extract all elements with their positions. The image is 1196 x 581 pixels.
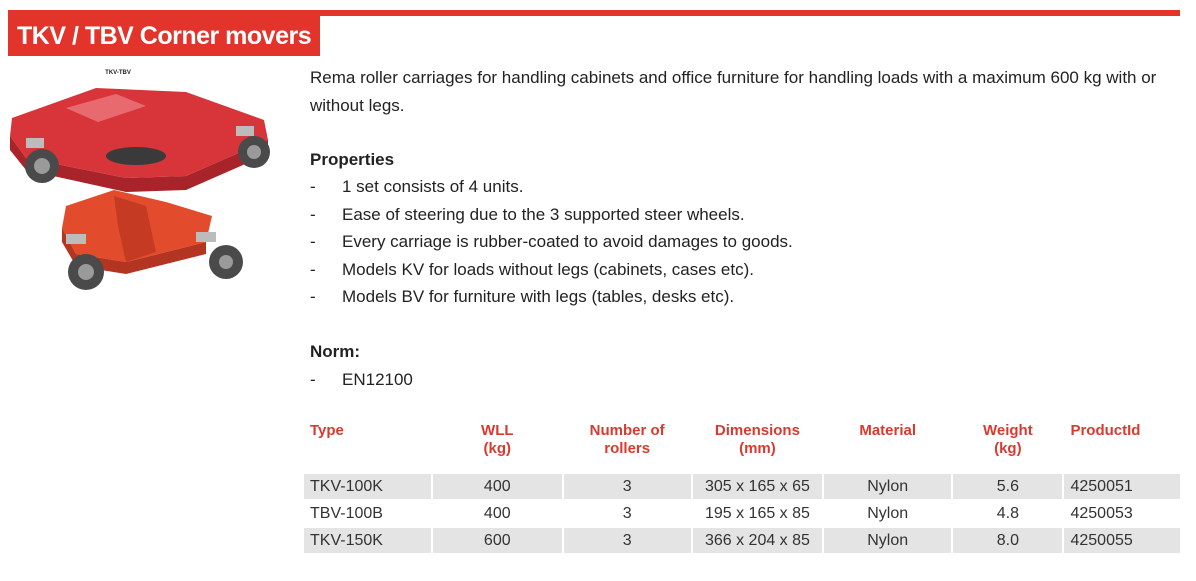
image-caption: TKV-TBV — [105, 70, 131, 76]
dash-bullet: - — [310, 259, 316, 279]
cell-dimensions: 305 x 165 x 65 — [693, 474, 822, 501]
norm-list — [310, 366, 413, 394]
list-item: - EN12100 — [310, 366, 413, 394]
col-dimensions-header: Dimensions (mm) — [714, 422, 800, 457]
cell-material: Nylon — [824, 501, 951, 528]
cell-type: TBV-100B — [304, 501, 431, 528]
cell-rollers: 3 — [564, 528, 691, 555]
table-row — [304, 528, 1180, 555]
cell-wll: 400 — [433, 501, 562, 528]
cell-productid: 4250055 — [1064, 528, 1180, 555]
list-item: - Models KV for loads without legs (cabinets, cases etc). — [310, 256, 793, 284]
product-image — [6, 66, 278, 302]
cell-weight: 4.8 — [953, 501, 1062, 528]
col-weight-header: Weight (kg) — [982, 422, 1033, 457]
cell-rollers: 3 — [564, 474, 691, 501]
cell-material: Nylon — [824, 474, 951, 501]
properties-list — [310, 173, 793, 311]
cell-type: TKV-100K — [304, 474, 431, 501]
page-title: TKV / TBV Corner movers — [8, 16, 320, 56]
cell-weight: 8.0 — [953, 528, 1062, 555]
properties-heading: Properties — [310, 150, 395, 169]
list-item: - Ease of steering due to the 3 supported steer wheels. — [310, 201, 793, 229]
col-rollers-header: Number of rollers — [589, 422, 665, 457]
cell-productid: 4250053 — [1064, 501, 1180, 528]
cell-wll: 600 — [433, 528, 562, 555]
dash-bullet: - — [310, 370, 316, 389]
table-row — [304, 474, 1180, 501]
cell-wll: 400 — [433, 474, 562, 501]
table-row — [304, 501, 1180, 528]
dash-bullet: - — [310, 177, 316, 196]
col-type-header: Type — [310, 422, 344, 439]
cell-type: TKV-150K — [304, 528, 431, 555]
cell-rollers: 3 — [564, 501, 691, 528]
product-description: Rema roller carriages for handling cabinets and office furniture for handling loads with a maximum 600 kg with or without legs. — [310, 68, 1157, 115]
cell-weight: 5.6 — [953, 474, 1062, 501]
cell-productid: 4250051 — [1064, 474, 1180, 501]
col-productid-header: ProductId — [1070, 422, 1141, 439]
cell-dimensions: 195 x 165 x 85 — [693, 501, 822, 528]
tbv-mover-illustration — [62, 190, 243, 290]
dash-bullet: - — [310, 287, 316, 306]
tkv-mover-illustration — [10, 88, 270, 192]
list-item: - Models BV for furniture with legs (tables, desks etc). — [310, 283, 793, 311]
cell-material: Nylon — [824, 528, 951, 555]
dash-bullet: - — [310, 204, 316, 224]
list-item: - Every carriage is rubber-coated to avoid damages to goods. — [310, 228, 793, 256]
col-material-header: Material — [859, 422, 917, 439]
list-item: - 1 set consists of 4 units. — [310, 173, 793, 201]
norm-heading: Norm: — [310, 342, 361, 361]
cell-dimensions: 366 x 204 x 85 — [693, 528, 822, 555]
col-wll-header: WLL (kg) — [481, 422, 514, 457]
dash-bullet: - — [310, 232, 316, 251]
table-header-row — [304, 418, 1180, 474]
specification-table — [302, 418, 1182, 555]
